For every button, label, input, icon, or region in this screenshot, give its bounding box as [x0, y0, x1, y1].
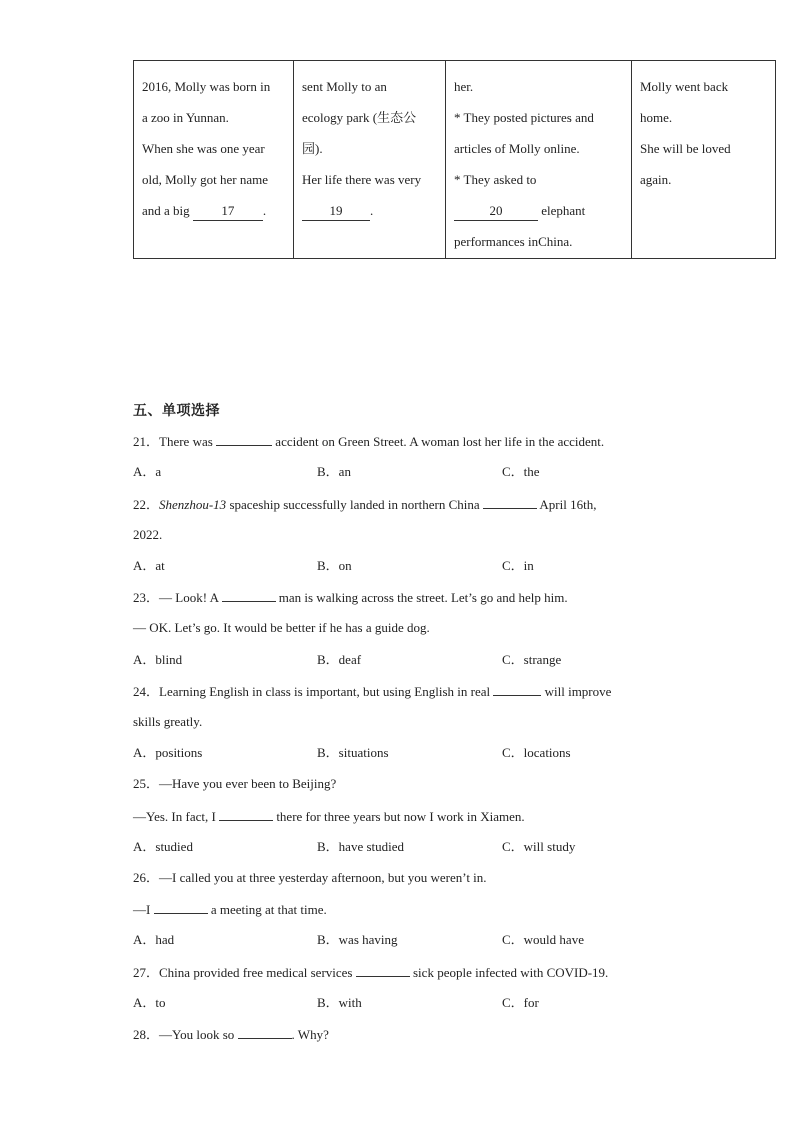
option-c[interactable]: C．the: [502, 464, 540, 479]
answer-blank[interactable]: [493, 681, 541, 696]
option-b[interactable]: B．situations: [317, 745, 389, 760]
question-24: 24．Learning English in class is important, but using English in real will improve: [133, 681, 611, 702]
question-22: 22．Shenzhou-13 spaceship successfully landed in northern China April 16th,: [133, 494, 596, 515]
blank-19[interactable]: 19: [302, 202, 370, 221]
question-23: 23．— Look! A man is walking across the street. Let’s go and help him.: [133, 587, 568, 608]
question-27: 27．China provided free medical services sick people infected with COVID-19.: [133, 962, 608, 983]
option-b[interactable]: B．have studied: [317, 839, 405, 854]
table-cell-3: her. * They posted pictures and articles of Molly online. * They asked to 20 elephant performances inChina.: [446, 61, 632, 259]
section-title: 五、单项选择: [133, 403, 220, 419]
option-a[interactable]: A．positions: [133, 745, 203, 760]
story-table: [133, 60, 776, 259]
question-28: 28．—You look so . Why?: [133, 1024, 329, 1045]
answer-blank[interactable]: [216, 431, 272, 446]
option-b[interactable]: B．deaf: [317, 652, 362, 667]
option-c[interactable]: C．would have: [502, 932, 584, 947]
option-a[interactable]: A．blind: [133, 652, 183, 667]
option-a[interactable]: A．had: [133, 932, 175, 947]
question-21: 21．There was accident on Green Street. A woman lost her life in the accident.: [133, 431, 604, 452]
option-b[interactable]: B．with: [317, 995, 362, 1010]
option-a[interactable]: A．to: [133, 995, 166, 1010]
option-a[interactable]: A．at: [133, 558, 165, 573]
answer-blank[interactable]: [356, 962, 410, 977]
answer-blank[interactable]: [222, 587, 276, 602]
blank-17[interactable]: 17: [193, 202, 263, 221]
answer-blank[interactable]: [154, 899, 208, 914]
blank-20[interactable]: 20: [454, 202, 538, 221]
answer-blank[interactable]: [483, 494, 537, 509]
answer-blank[interactable]: [238, 1024, 292, 1039]
option-c[interactable]: C．locations: [502, 745, 571, 760]
option-a[interactable]: A．studied: [133, 839, 193, 854]
table-row: [134, 61, 776, 259]
option-c[interactable]: C．strange: [502, 652, 562, 667]
option-c[interactable]: C．in: [502, 558, 534, 573]
table-cell-1: 2016, Molly was born in a zoo in Yunnan. When she was one year old, Molly got her name and a big 17 .: [134, 61, 294, 259]
option-b[interactable]: B．an: [317, 464, 351, 479]
table-cell-2: sent Molly to an ecology park (生态公 园). Her life there was very 19 .: [294, 61, 446, 259]
option-a[interactable]: A．a: [133, 464, 162, 479]
option-c[interactable]: C．for: [502, 995, 539, 1010]
option-c[interactable]: C．will study: [502, 839, 576, 854]
question-26: 26．—I called you at three yesterday afternoon, but you weren’t in.: [133, 870, 487, 885]
answer-blank[interactable]: [219, 806, 273, 821]
table-cell-4: Molly went back home. She will be loved again.: [632, 61, 776, 259]
option-b[interactable]: B．on: [317, 558, 352, 573]
option-b[interactable]: B．was having: [317, 932, 398, 947]
question-25: 25．—Have you ever been to Beijing?: [133, 776, 337, 791]
